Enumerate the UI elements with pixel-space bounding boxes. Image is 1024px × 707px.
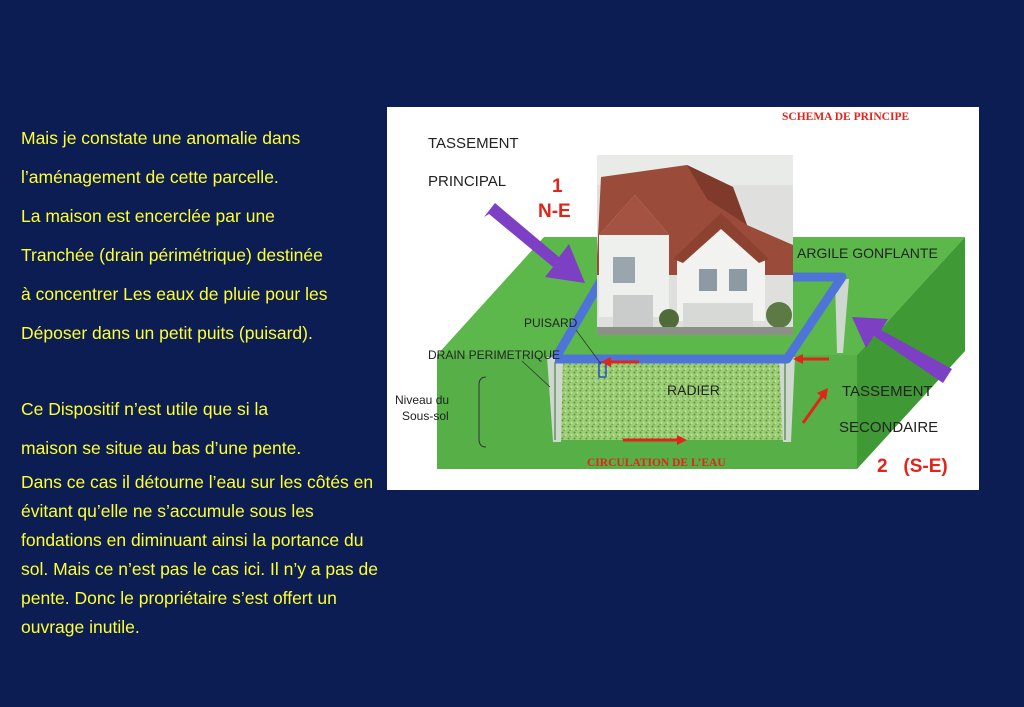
paragraph-line: Mais je constate une anomalie dans	[21, 128, 301, 148]
tassement-principal-line1: TASSEMENT	[428, 135, 519, 152]
schema-svg	[387, 107, 979, 490]
tassement-secondaire-line2: SECONDAIRE	[839, 419, 939, 436]
basement-floor	[555, 362, 785, 440]
circulation-label: CIRCULATION DE L’EAU	[587, 457, 726, 469]
slide-text	[21, 119, 386, 642]
radier-label: RADIER	[667, 382, 720, 398]
paragraph-line: l’aménagement de cette parcelle.	[21, 167, 279, 187]
schema-title: SCHEMA DE PRINCIPE	[782, 111, 910, 123]
marker-1-number: 1	[552, 176, 563, 197]
paragraph-line: Ce Dispositif n’est utile que si la	[21, 399, 269, 419]
niveau-line1: Niveau du	[395, 393, 450, 407]
house-photo	[597, 155, 793, 335]
marker-1-direction: N-E	[538, 201, 571, 222]
paragraph-body: Dans ce cas il détourne l’eau sur les côtés en évitant qu’elle ne s’accumule sous les fondations en diminuant ainsi la portance du sol. Mais ce n’est pas le cas ici. Il n’y a pas de pente. Donc le propriétaire s’est offert un ouvrage inutile.	[21, 472, 378, 637]
schema-figure	[387, 107, 979, 490]
paragraph-line: La maison est encerclée par une	[21, 206, 275, 226]
paragraph-line: Déposer dans un petit puits (puisard).	[21, 323, 313, 343]
niveau-line2: Sous-sol	[402, 409, 449, 423]
paragraph-line: à concentrer Les eaux de pluie pour les	[21, 284, 328, 304]
tassement-secondaire-line1: TASSEMENT	[842, 383, 933, 400]
paragraph-gap	[21, 353, 386, 390]
marker-2-label: 2 (S-E)	[877, 456, 948, 477]
argile-label: ARGILE GONFLANTE	[797, 245, 938, 261]
tassement-principal-line2: PRINCIPAL	[428, 173, 507, 190]
paragraph-line: maison se situe au bas d’une pente.	[21, 438, 302, 458]
drain-label: DRAIN PERIMETRIQUE	[428, 348, 561, 362]
paragraph-line: Tranchée (drain périmétrique) destinée	[21, 245, 323, 265]
puisard-label: PUISARD	[524, 316, 578, 330]
